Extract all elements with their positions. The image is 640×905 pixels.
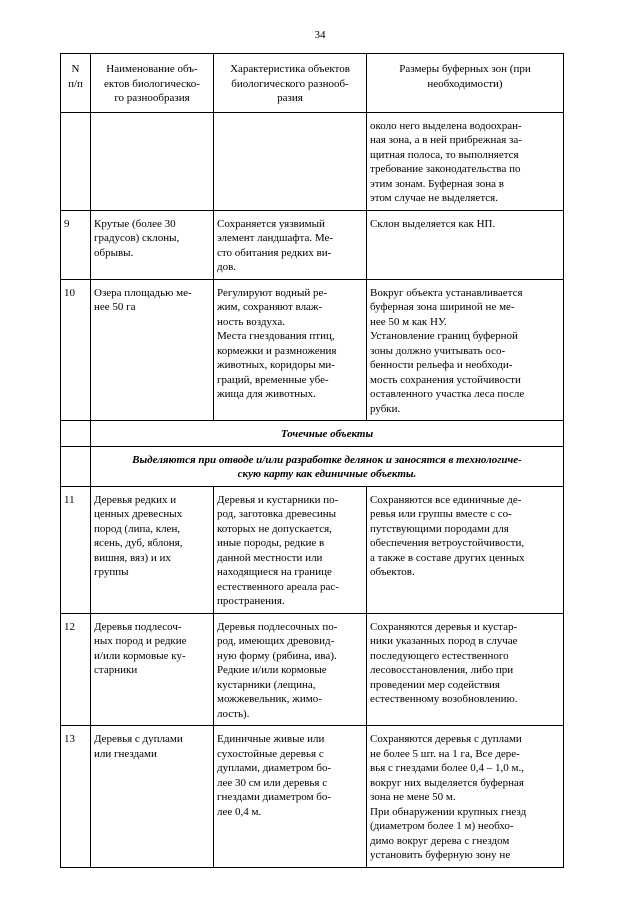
text-line: можжевельник, жимо- <box>217 693 322 705</box>
text-line: или гнездами <box>94 747 157 760</box>
text-line: Деревья подлесочных по- <box>217 620 338 633</box>
text-line: обрывы. <box>94 246 134 259</box>
cell-number: 10 <box>61 279 91 421</box>
text-line: Регулируют водный ре- <box>217 286 328 299</box>
cell-name <box>91 486 214 613</box>
text-line: естественного ареала рас- <box>217 580 339 593</box>
text-line: род, имеющих древовид- <box>217 635 335 647</box>
biodiversity-objects-table <box>60 53 564 868</box>
text-line: ная зона, а в ней прибрежная за- <box>370 134 522 146</box>
text-line: Деревья с дуплами <box>94 733 183 745</box>
text-line: около него выделена водоохран- <box>370 119 522 132</box>
text-line: зона не мене 50 м. <box>370 791 456 803</box>
table-header-row <box>61 54 564 113</box>
text-line: разия <box>277 92 303 104</box>
text-line: Деревья редких и <box>94 493 177 506</box>
text-line: ектов биологическо- <box>104 77 200 90</box>
text-line: группы <box>94 566 129 578</box>
header-buffer-zones <box>367 54 564 113</box>
text-line: Сохраняются деревья с дуплами <box>370 733 522 745</box>
cell-number: 12 <box>61 613 91 726</box>
section-title: Точечные объекты <box>91 421 564 447</box>
header-number <box>61 54 91 113</box>
cell-buffer-zone <box>367 486 564 613</box>
cell-characteristics <box>214 112 367 210</box>
text-line: Сохраняются все единичные де- <box>370 493 522 506</box>
text-line: Размеры буферных зон (при <box>399 63 531 75</box>
text-line: (диаметром более 1 м) необхо- <box>370 820 514 832</box>
text-line: необходимости) <box>427 77 503 90</box>
text-line: обеспечения ветроустойчивости, <box>370 537 525 549</box>
cell-name <box>91 726 214 868</box>
text-line: объектов. <box>370 566 415 578</box>
text-line: кормежки и размножения <box>217 344 337 357</box>
text-line: лость). <box>217 707 250 720</box>
text-line: иные породы, редкие в <box>217 537 325 549</box>
text-line: ценных древесных <box>94 508 183 520</box>
text-line: биологического разнооб- <box>231 77 349 90</box>
text-line: го разнообразия <box>114 92 190 104</box>
section-note <box>91 446 564 486</box>
text-line: пород (липа, клен, <box>94 522 181 535</box>
cell-characteristics <box>214 279 367 421</box>
text-line: дуплами, диаметром бо- <box>217 762 332 774</box>
text-line: Единичные живые или <box>217 733 325 745</box>
text-line: зоны должно учитывать осо- <box>370 344 506 357</box>
text-line: Сохраняются деревья и кустар- <box>370 620 518 633</box>
text-line: мость сохранения устойчивости <box>370 373 521 386</box>
text-line: оставленного участка леса после <box>370 388 525 400</box>
page-number: 34 <box>314 29 326 41</box>
text-line: старники <box>94 664 138 676</box>
text-line: рубки. <box>370 402 401 415</box>
text-line: бенности рельефа и необходи- <box>370 359 513 371</box>
text-line: ную форму (рябина, ива). <box>217 649 337 662</box>
text-line: этом случае не выделяется. <box>370 192 498 204</box>
text-line: кустарники (лещина, <box>217 678 316 691</box>
text-line: Наименование объ- <box>106 63 198 75</box>
text-line: нее 50 га <box>94 301 136 313</box>
text-line: данной местности или <box>217 551 323 564</box>
text-line: буферная зона шириной не ме- <box>370 301 515 313</box>
section-note-row <box>61 446 564 486</box>
text-line: ревья или группы вместе с со- <box>370 508 512 520</box>
text-line: Выделяются при отводе и/или разработке делянок и заносятся в технологиче- <box>132 453 522 466</box>
cell-number <box>61 112 91 210</box>
text-line: пространения. <box>217 595 285 607</box>
text-line: проведении мер содействия <box>370 678 500 691</box>
text-line: установить буферную зону не <box>370 849 511 861</box>
header-object-name <box>91 54 214 113</box>
text-line: Крутые (более 30 <box>94 217 176 230</box>
cell-number: 13 <box>61 726 91 868</box>
text-line: лее 0,4 м. <box>217 805 262 818</box>
text-line: находящиеся на границе <box>217 566 332 578</box>
cell-number: 11 <box>61 486 91 613</box>
cell-number <box>61 421 91 447</box>
text-line: гнездами диаметром бо- <box>217 791 332 803</box>
text-line: Установление границ буферной <box>370 330 518 342</box>
cell-name <box>91 112 214 210</box>
text-line: род, заготовка древесины <box>217 508 337 520</box>
text-line: Деревья подлесоч- <box>94 620 182 633</box>
text-line: лее 30 см или деревья с <box>217 776 328 789</box>
table-row <box>61 486 564 613</box>
text-line: вокруг них выделяется буферная <box>370 776 524 789</box>
cell-characteristics <box>214 613 367 726</box>
text-line: лесовосстановления, либо при <box>370 664 514 676</box>
text-line: ясень, дуб, яблоня, <box>94 537 183 549</box>
text-line: ники указанных пород в случае <box>370 635 518 647</box>
text-line: животных, коридоры ми- <box>217 359 335 371</box>
text-line: вья с гнездами более 0,4 – 1,0 м., <box>370 762 524 774</box>
cell-buffer-zone <box>367 279 564 421</box>
cell-buffer-zone <box>367 613 564 726</box>
text-line: димо вокруг дерева с гнездом <box>370 834 510 847</box>
text-line: вишня, вяз) и их <box>94 551 171 564</box>
text-line: Деревья и кустарники по- <box>217 493 339 506</box>
text-line: Сохраняется уязвимый <box>217 217 325 230</box>
cell-characteristics <box>214 486 367 613</box>
text-line: N <box>71 63 80 75</box>
text-line: последующего естественного <box>370 649 509 662</box>
text-line: При обнаружении крупных гнезд <box>370 805 527 818</box>
text-line: Вокруг объекта устанавливается <box>370 286 523 299</box>
text-line: сухостойные деревья с <box>217 747 324 760</box>
text-line: Места гнездования птиц, <box>217 330 335 342</box>
text-line: путствующими породами для <box>370 522 509 535</box>
text-line: Озера площадью ме- <box>94 286 192 299</box>
cell-name <box>91 279 214 421</box>
cell-characteristics <box>214 210 367 279</box>
text-line: дов. <box>217 261 237 273</box>
cell-characteristics <box>214 726 367 868</box>
text-line: этим зонам. Буферная зона в <box>370 177 504 190</box>
section-title-row <box>61 421 564 447</box>
text-line: элемент ландшафта. Ме- <box>217 232 334 244</box>
text-line: которых не допускается, <box>217 522 332 535</box>
text-line: щитная полоса, то выполняется <box>370 148 519 161</box>
text-line: не более 5 шт. на 1 га, Все дере- <box>370 747 520 760</box>
text-line: сто обитания редких ви- <box>217 246 332 259</box>
table-row-continued <box>61 112 564 210</box>
text-line: жим, сохраняют влаж- <box>217 301 323 313</box>
header-characteristics <box>214 54 367 113</box>
text-line: и/или кормовые ку- <box>94 649 186 662</box>
text-line: нее 50 м как НУ. <box>370 315 447 328</box>
table-row <box>61 726 564 868</box>
cell-buffer-zone <box>367 112 564 210</box>
text-line: жища для животных. <box>217 388 316 400</box>
text-line: а также в составе других ценных <box>370 551 525 564</box>
cell-number <box>61 446 91 486</box>
table-row <box>61 210 564 279</box>
text-line: п/п <box>68 77 83 90</box>
cell-name <box>91 613 214 726</box>
text-line: Редкие и/или кормовые <box>217 664 327 676</box>
text-line: ность воздуха. <box>217 315 285 328</box>
text-line: Характеристика объектов <box>230 63 350 75</box>
cell-number: 9 <box>61 210 91 279</box>
table-row <box>61 613 564 726</box>
text-line: скую карту как единичные объекты. <box>237 468 417 480</box>
text-line: требование законодательства по <box>370 163 521 175</box>
text-line: ных пород и редкие <box>94 635 187 647</box>
text-line: граций, временные убе- <box>217 373 329 386</box>
text-line: естественному возобновлению. <box>370 693 518 705</box>
cell-name <box>91 210 214 279</box>
cell-buffer-zone <box>367 726 564 868</box>
table-row <box>61 279 564 421</box>
cell-buffer-zone <box>367 210 564 279</box>
text-line: градусов) склоны, <box>94 232 180 244</box>
text-line: Склон выделяется как НП. <box>370 217 496 230</box>
